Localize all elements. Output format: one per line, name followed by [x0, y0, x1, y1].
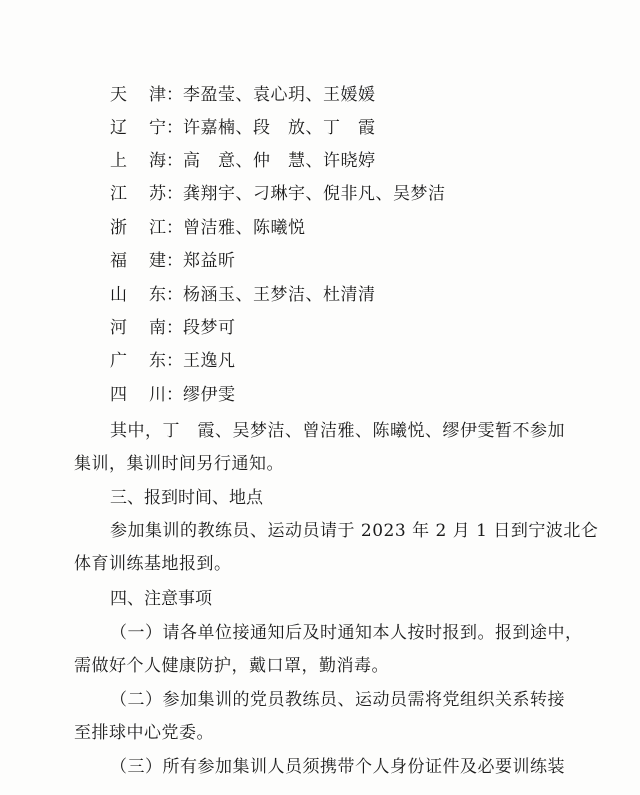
roster-row-liaoning — [110, 117, 376, 139]
colon-separator: ： — [166, 318, 183, 338]
roster-row-fujian — [110, 250, 236, 272]
section-4-heading: 四、注意事项 — [110, 589, 212, 609]
province-label: 山东 — [110, 285, 166, 305]
colon-separator: ： — [166, 151, 183, 171]
colon-separator: ： — [166, 251, 183, 271]
roster-row-shandong — [110, 284, 376, 306]
section-3-line-2: 体育训练基地报到。 — [74, 554, 232, 574]
roster-row-sichuan — [110, 384, 236, 406]
athlete-names: 王逸凡 — [183, 351, 236, 371]
colon-separator: ： — [166, 85, 183, 105]
roster-row-guangdong — [110, 350, 236, 372]
province-label: 上海 — [110, 151, 166, 171]
roster-row-tianjin — [110, 84, 376, 106]
note-line-2: 集训，集训时间另行通知。 — [74, 454, 284, 474]
colon-separator: ： — [166, 351, 183, 371]
colon-separator: ： — [166, 285, 183, 305]
province-label: 河南 — [110, 318, 166, 338]
athlete-names: 杨涵玉、王梦洁、杜清清 — [183, 285, 376, 305]
athlete-names: 高 意、仲 慧、许晓婷 — [183, 151, 376, 171]
province-label: 广东 — [110, 351, 166, 371]
athlete-names: 段梦可 — [183, 318, 236, 338]
section-3-heading: 三、报到时间、地点 — [110, 488, 263, 508]
athlete-names: 许嘉楠、段 放、丁 霞 — [183, 118, 376, 138]
roster-row-henan — [110, 317, 236, 339]
roster-row-zhejiang — [110, 217, 306, 239]
athlete-names: 缪伊雯 — [183, 385, 236, 405]
item-1-line-2: 需做好个人健康防护，戴口罩，勤消毒。 — [74, 656, 389, 676]
roster-row-jiangsu — [110, 183, 446, 205]
colon-separator: ： — [166, 184, 183, 204]
note-line-1: 其中，丁 霞、吴梦洁、曾洁雅、陈曦悦、缪伊雯暂不参加 — [110, 421, 565, 441]
colon-separator: ： — [166, 218, 183, 238]
province-label: 辽宁 — [110, 118, 166, 138]
athlete-names: 郑益昕 — [183, 251, 236, 271]
roster-row-shanghai — [110, 150, 376, 172]
section-3-line-1: 参加集训的教练员、运动员请于 2023 年 2 月 1 日到宁波北仑 — [110, 521, 599, 541]
item-2-line-2: 至排球中心党委。 — [74, 723, 214, 743]
province-label: 四川 — [110, 385, 166, 405]
athlete-names: 李盈莹、袁心玥、王媛媛 — [183, 85, 376, 105]
province-label: 天津 — [110, 85, 166, 105]
athlete-names: 曾洁雅、陈曦悦 — [183, 218, 306, 238]
province-label: 江苏 — [110, 184, 166, 204]
item-2-line-1: （二）参加集训的党员教练员、运动员需将党组织关系转接 — [110, 690, 565, 710]
province-label: 福建 — [110, 251, 166, 271]
colon-separator: ： — [166, 385, 183, 405]
colon-separator: ： — [166, 118, 183, 138]
athlete-names: 龚翔宇、刁琳宇、倪非凡、吴梦洁 — [183, 184, 446, 204]
province-label: 浙江 — [110, 218, 166, 238]
item-3-line-1: （三）所有参加集训人员须携带个人身份证件及必要训练装 — [110, 757, 565, 777]
item-1-line-1: （一）请各单位接通知后及时通知本人按时报到。报到途中， — [110, 623, 583, 643]
